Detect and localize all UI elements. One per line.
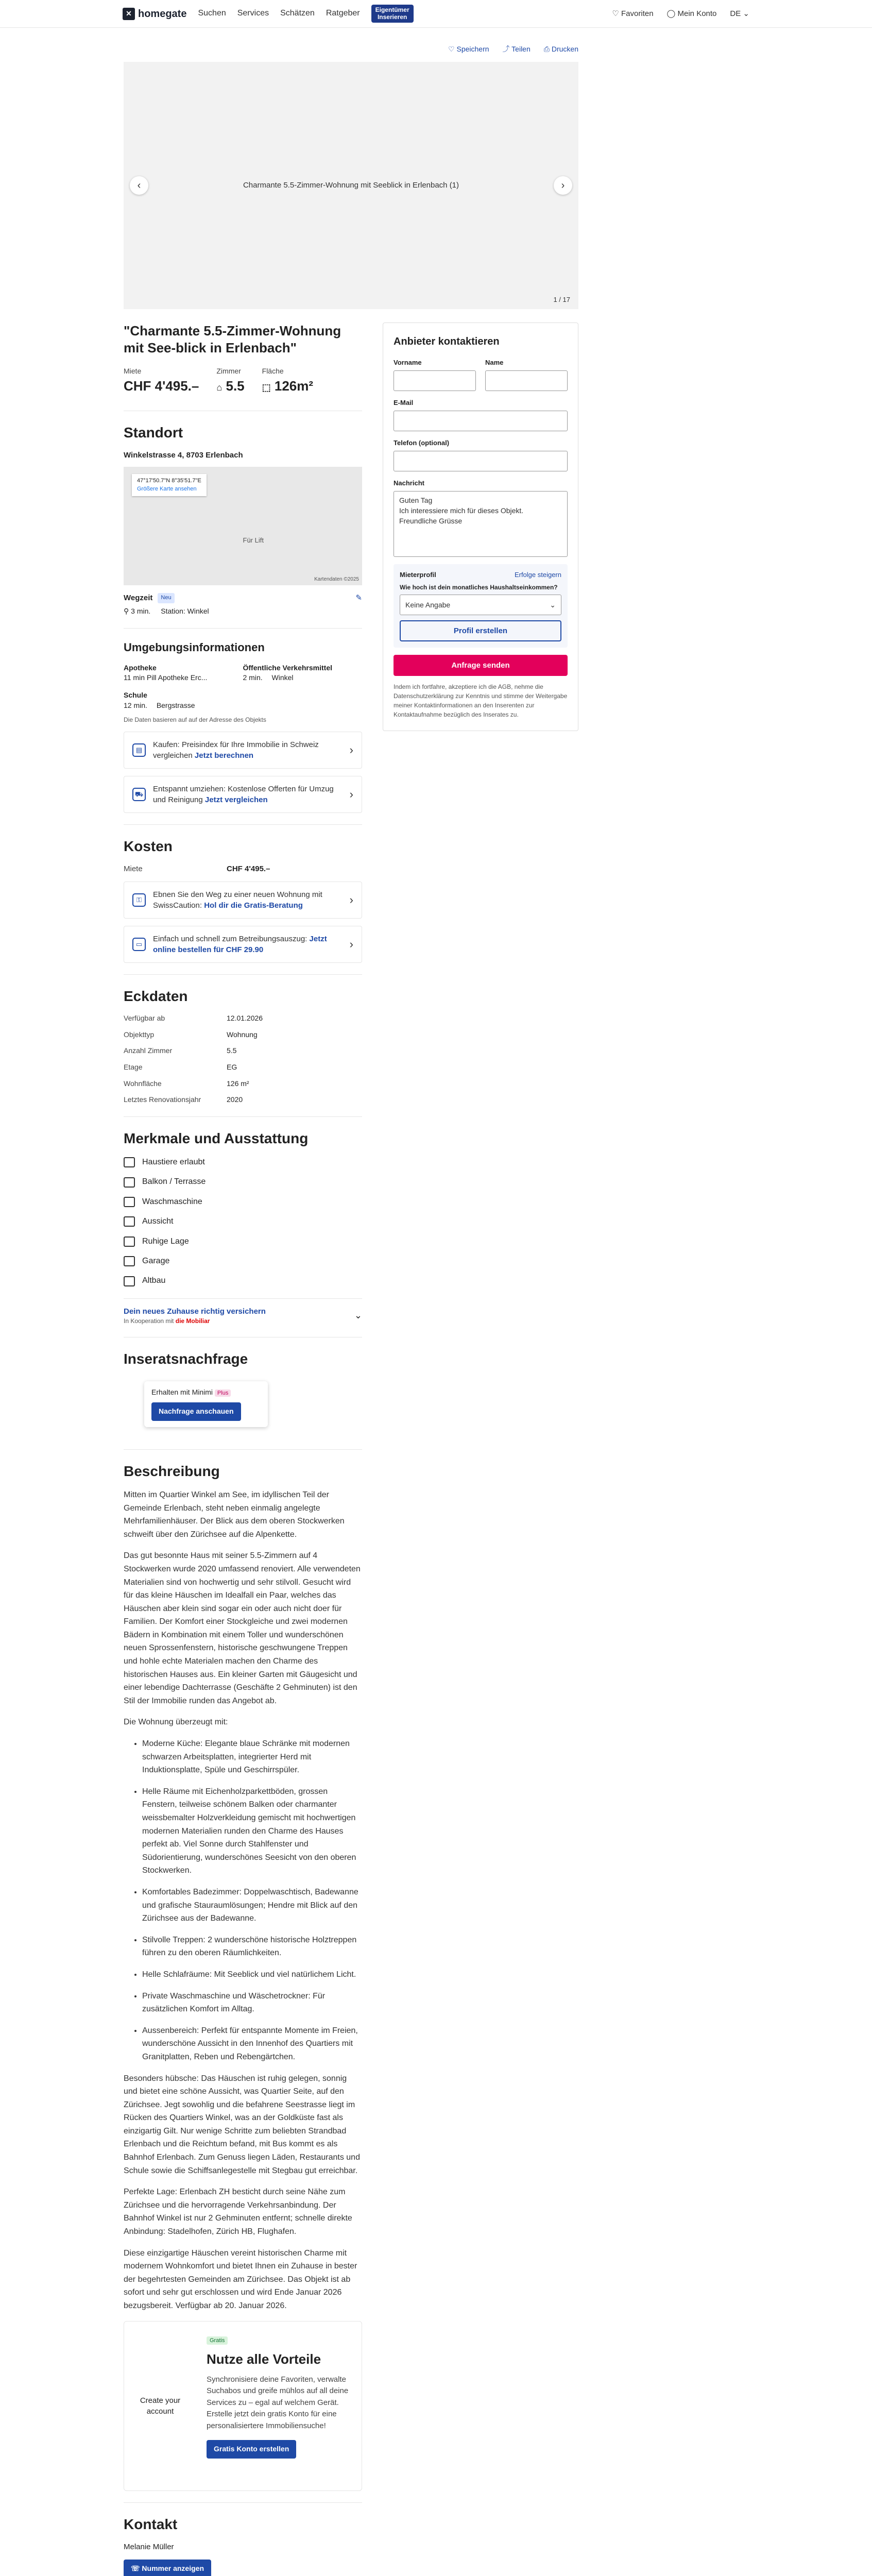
profile-info-link[interactable]: Erfolge steigern [514,571,561,579]
phone-icon: ☏ [131,2564,140,2572]
price-index-promo[interactable]: ▤ Kaufen: Preisindex für Ihre Immobilie in Schweiz vergleichen Jetzt berechnen › [124,732,362,769]
route-row: Wegzeit Neu ✎ [124,594,362,603]
owner-promo-button[interactable]: Eigentümer Inserieren [371,5,414,22]
debt-extract-promo[interactable]: ▭ Einfach und schnell zum Betreibungsauszug: Jetzt online bestellen für CHF 29.90 › [124,926,362,963]
share-icon: ⤴ [502,45,510,53]
photo-gallery[interactable] [124,62,578,309]
homegate-logo[interactable]: ✕ homegate [123,7,186,21]
garage-icon [124,1256,135,1266]
walk-icon: ⚲ 3 min. [124,607,151,616]
message-field[interactable]: Guten Tag Ich interessiere mich für dieses Objekt. Freundliche Grüsse [394,491,568,557]
heart-icon: ♡ [448,45,455,53]
surroundings-section: Umgebungsinformationen Apotheke 11 min Pill Apotheke Erc... Öffentliche Verkehrsmittel 2 min. Winkel Schule 12 min. Bergstrasse Die Daten basieren auf auf der Adresse des Objekts ▤ Kaufen: Preisindex für Ihre Immobilie in Schweiz vergleichen Jetzt berechnen › ⛟ Entspannt umziehen: Kostenlose Offerten für Umzug und Reinigung Jetzt vergleichen › [124,628,362,813]
show-number-button[interactable]: ☏ Nummer anzeigen [124,2560,211,2576]
contact-form: Anbieter kontaktieren Vorname Name E-Mail Telefon (optional) Nachricht Guten Tag Ich interessiere mich für dieses Objekt. Freundliche Grüsse Mieterprofil Erfolge steigern Wie hoch ist dein monatliches Haushaltseinkommen? Keine Angabe ⌄ Profil erstellen Anfrage senden Indem ich fortfahre, akzeptiere ich die AGB, nehme die Datenschutzerklärung zur Kenntnis und stimme der Weitergabe meiner Kontaktinformationen an den Inserenten zur Kontaktaufnahme bezüglich des Inserates zu. [383,323,578,732]
demand-popup: Erhalten mit Minimi Plus Nachfrage anschauen [144,1381,268,1427]
gallery-caption: Charmante 5.5-Zimmer-Wohnung mit Seeblick in Erlenbach (1) [243,181,459,190]
swisscaution-promo[interactable]: ⚿ Ebnen Sie den Weg zu einer neuen Wohnung mit SwissCaution: Hol dir die Gratis-Beratung › [124,882,362,919]
print-icon: ⎙ [543,45,550,53]
save-button[interactable]: ♡ Speichern [448,45,489,53]
costs-section: Kosten Miete CHF 4'495.– ⚿ Ebnen Sie den Weg zu einer neuen Wohnung mit SwissCaution: Hol dir die Gratis-Beratung › ▭ Einfach und schnell zum Betreibungsauszug: Jetzt online bestellen für CHF 29.90 › [124,824,362,963]
demand-section: Inseratsnachfrage Erhalten mit Minimi Plus Nachfrage anschauen [124,1337,362,1438]
chevron-right-icon: › [349,787,353,801]
contact-section: Kontakt Melanie Müller ☏ Nummer anzeigen [124,2502,362,2576]
language-select[interactable]: DE ⌄ [730,9,749,18]
gallery-counter: 1 / 17 [553,296,570,304]
truck-icon: ⛟ [132,788,146,801]
share-button[interactable]: ⤴ Teilen [502,45,531,53]
key-icon: ⚿ [132,893,146,907]
quiet-icon [124,1236,135,1247]
moving-promo[interactable]: ⛟ Entspannt umziehen: Kostenlose Offerten für Umzug und Reinigung Jetzt vergleichen › [124,776,362,813]
view-demand-button[interactable]: Nachfrage anschauen [151,1402,241,1421]
map-info-card: 47°17'50.7"N 8°35'51.7"E Größere Karte ansehen [132,474,207,496]
phone-field[interactable] [394,451,568,471]
map-link[interactable]: Größere Karte ansehen [137,485,197,492]
pet-icon [124,1157,135,1167]
chart-icon: ▤ [132,743,146,757]
listing-actions [124,28,578,62]
location-map[interactable]: 47°17'50.7"N 8°35'51.7"E Größere Karte ansehen Für Lift Kartendaten ©2025 [124,467,362,585]
location-section: Standort Winkelstrasse 4, 8703 Erlenbach 47°17'50.7"N 8°35'51.7"E Größere Karte ansehen Für Lift Kartendaten ©2025 Wegzeit Neu ✎ ⚲ 3 min. Station: Winkel [124,411,362,617]
chevron-down-icon: ⌄ [354,1310,362,1321]
rooms-icon: ⌂ [216,382,223,393]
nav-services[interactable]: Services [237,9,269,18]
edit-icon[interactable]: ✎ [355,594,362,603]
income-select[interactable]: Keine Angabe ⌄ [400,595,561,615]
account-link[interactable]: ◯ Mein Konto [666,9,717,18]
print-button[interactable]: ⎙ Drucken [543,45,578,53]
chevron-right-icon: › [349,937,353,951]
gallery-prev-icon[interactable]: ‹ [130,176,148,195]
email-field[interactable] [394,411,568,431]
rooms-value: ⌂ 5.5 [216,378,245,394]
last-name-field[interactable] [485,370,568,391]
create-account-button[interactable]: Gratis Konto erstellen [207,2440,296,2459]
address: Winkelstrasse 4, 8703 Erlenbach [124,451,243,460]
chevron-right-icon: › [349,743,353,756]
chevron-down-icon: ⌄ [550,600,556,609]
document-icon: ▭ [132,938,146,951]
tenant-profile-box: Mieterprofil Erfolge steigern Wie hoch ist dein monatliches Haushaltseinkommen? Keine Angabe ⌄ Profil erstellen [394,564,568,648]
nav-suchen[interactable]: Suchen [198,9,226,18]
gallery-next-icon[interactable]: › [554,176,572,195]
area-value: ⬚ 126m² [262,378,314,394]
nav-schaetzen[interactable]: Schätzen [280,9,315,18]
create-profile-button[interactable]: Profil erstellen [400,620,561,641]
account-promo: Create your account Gratis Nutze alle Vorteile Synchronisiere deine Favoriten, verwalte Suchabos und greife mühlos auf all deine Services zu – egal auf welchem Gerät. Erstelle jetzt dein gratis Konto für eine personalisiertere Immobiliensuche! Gratis Konto erstellen [124,2321,362,2491]
send-request-button[interactable]: Anfrage senden [394,655,568,676]
main-nav [198,8,360,19]
building-icon [124,1276,135,1286]
logo-icon: ✕ [123,8,135,20]
details-section: Eckdaten Verfügbar ab 12.01.2026 Objekttyp Wohnung Anzahl Zimmer 5.5 Etage EG Wohnfläche 126 m² Letztes Renovationsjahr 2020 [124,974,362,1105]
chevron-right-icon: › [349,893,353,906]
rent-value: CHF 4'495.– [124,378,199,394]
top-header [0,0,872,28]
balcony-icon [124,1177,135,1188]
washer-icon [124,1197,135,1207]
listing-title: "Charmante 5.5-Zimmer-Wohnung mit See-blick in Erlenbach" [124,323,341,356]
favorites-link[interactable]: ♡ Favoriten [612,9,654,18]
new-badge: Neu [158,593,174,603]
first-name-field[interactable] [394,370,476,391]
description-section: Beschreibung Mitten im Quartier Winkel am See, im idyllischen Teil der Gemeinde Erlenbach, steht neben einmalig angelegte Mehrfamilienhäuser. Der Blick aus dem oberen Stockwerken schweift über den Zürichsee auf die Alpenkette. Das gut besonnte Haus mit seiner 5.5-Zimmern auf 4 Stockwerken wurde 2020 umfassend renoviert. Alle verwendeten Materialien sind von hochwertig und sehr stilvoll. Gesucht wird für das kleine Häuschen im Idealfall ein Paar, welches das Häuschen aber klein sind sogar ein oder auch nicht doer für Familien. Der Komfort einer Stockgleiche und zwei modernen Bädern in Kombination mit einem Toller und wunderschönen neuen Sprossenfenstern, historische geschwungene Treppen und hohle echte Materialen machen den Charme des historischen Hauses aus. Ein kleiner Garten mit Gäugesicht und einer lebendige Dachterrasse (Geschäfte 2 Gehminuten) ist den Stil der Immobilie runden das Angebot ab. Die Wohnung überzeugt mit: • Moderne Küche: Elegante blaue Schränke mit modernen schwarzen Arbeitsplatten, integrierter Herd mit Induktionsplatte, Spüle und Geschirrspüler. • Helle Räume mit Eichenholzparkettböden, grossen Fenstern, teilweise schönem Balken oder charmanter weissbemalter Holzverkleidung gemischt mit hochwertigen modernen Materialien runden den Charme des Hauses perfekt ab. Viel Sonne durch Stahlfenster und Südorientierung, wunderschönes Seesicht von den oberen Stockwerken. • Komfortables Badezimmer: Doppelwaschtisch, Badewanne und grafische Stauraumlösungen; Hendre mit Blick auf den Zürichsee aus der Badewanne. • Stilvolle Treppen: 2 wunderschöne historische Holztreppen führen zu den oberen Räumlichkeiten. • Helle Schlafräume: Mit Seeblick und viel natürlichem Licht. • Private Waschmaschine und Wäschetrockner: Für zusätzlichen Komfort im Alltag. • Aussenbereich: Perfekt für entspannte Momente im Freien, wunderschöne Aussicht in den Innenhof des Quartiers mit Granitplatten, Reben und Rebengärtchen. Besonders hübsche: Das Häuschen ist ruhig gelegen, sonnig und bietet eine schöne Aussicht, was Quartier Seite, auf den Zürichsee. Jegt sowohlig und die befahrene Seestrasse liegt im Rücken des Quartiers Winkel, was an der Goldküste fast als einzigartig Gilt. Nur wenige Schritte zum beliebten Strandbad Erlenbach und die Reichtum befand, mit Bus kommt es als Bahnhof Erlenbach. Zum Genuss liegen Läden, Restaurants und Schule sowie die Schiffsanlegestelle mit Stegbau gut erreichbar. Perfekte Lage: Erlenbach ZH besticht durch seine Nähe zum Zürichsee und die hervorragende Verkehrsanbindung. Der Bahnhof Winkel ist nur 2 Gehminuten entfernt; schnelle direkte Anbindung: Stadelhofen, Zürich HB, Flughafen. Diese einzigartige Häuschen vereint historischen Charme mit modernem Wohnkomfort und bietet Ihnen ein Zuhause in bester der begehrtesten Gemeinden am Zürichsee. Das Objekt ist ab sofort und sehr gut erschlossen und wird Ende Januar 2026 bezugsbereit. Verfügbar ab 20. Januar 2026. [124,1449,362,2313]
nav-ratgeber[interactable]: Ratgeber [326,9,360,18]
mobiliar-insurance-link[interactable]: Dein neues Zuhause richtig versichern In Kooperation mit die Mobiliar ⌄ [124,1298,362,1326]
view-icon [124,1216,135,1227]
features-section: Merkmale und Ausstattung Haustiere erlaubt Balkon / Terrasse Waschmaschine Aussicht Ruhige Lage Garage Altbau Dein neues Zuhause richtig versichern In Kooperation mit die Mobiliar ⌄ [124,1116,362,1326]
area-icon: ⬚ [262,382,271,393]
